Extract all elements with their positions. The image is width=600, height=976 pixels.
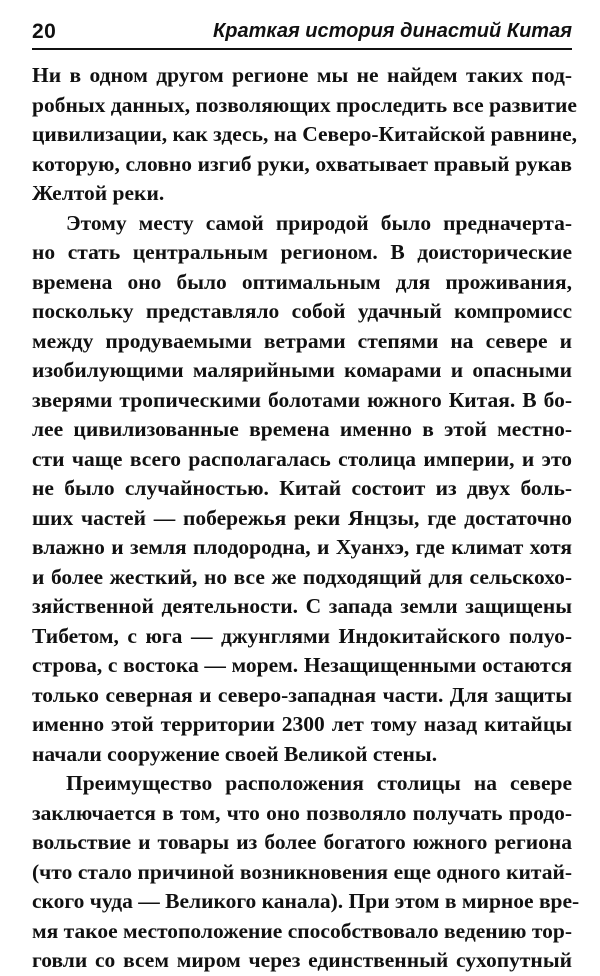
text-line: робных данных, позволяющих проследить все развитие <box>32 92 577 117</box>
text-line: говли со всем миром через единственный сухопутный <box>32 948 572 972</box>
text-line: вольствие и товары из более богатого южного региона <box>32 830 572 854</box>
text-line: поскольку представляло собой удачный компромисс <box>32 299 572 323</box>
text-line: сти чаще всего располагалась столица империи, и это <box>32 446 572 471</box>
page-header <box>32 14 572 50</box>
text-line: лее цивилизованные времена именно в этой местно- <box>32 417 572 441</box>
paragraph <box>32 61 578 209</box>
text-line: между продуваемыми ветрами степями на севере и <box>32 328 572 353</box>
text-line: не было случайностью. Китай состоит из двух боль- <box>32 476 572 500</box>
text-line: времена оно было оптимальным для проживания, <box>32 269 572 294</box>
text-line: цивилизации, как здесь, на Северо-Китайской равнине, <box>32 122 578 146</box>
text-line: заключается в том, что оно позволяло получать продо- <box>32 800 572 825</box>
text-line: Этому месту самой природой было предначерта- <box>66 210 572 235</box>
book-page <box>32 14 580 976</box>
text-line: которую, словно изгиб руки, охватывает правый рукав <box>32 151 572 176</box>
running-title: Краткая история династий Китая <box>213 20 572 42</box>
text-line: (что стало причиной возникновения еще одного китай- <box>32 859 572 884</box>
text-line: но стать центральным регионом. В доисторические <box>32 240 572 264</box>
text-line: только северная и северо-западная части. Для защиты <box>32 682 572 707</box>
text-line: Желтой реки. <box>32 181 165 205</box>
text-line: начали сооружение своей Великой стены. <box>32 741 438 766</box>
body-text <box>32 61 580 976</box>
text-line: Тибетом, с юга — джунглями Индокитайского полуо- <box>32 623 572 648</box>
text-line: мя такое местоположение способствовало ведению тор- <box>32 918 572 943</box>
text-line: зверями тропическими болотами южного Китая. В бо- <box>32 387 572 412</box>
text-line: влажно и земля плодородна, и Хуанхэ, где климат хотя <box>32 535 572 559</box>
text-line: Преимущество расположения столицы на севере <box>66 771 572 795</box>
text-line: ших частей — побережья реки Янцзы, где достаточно <box>32 505 572 530</box>
text-line: изобилующими малярийными комарами и опасными <box>32 358 572 382</box>
page-number: 20 <box>32 20 57 43</box>
text-line: ского чуда — Великого канала). При этом в мирное вре- <box>32 889 580 913</box>
text-line: строва, с востока — морем. Незащищенными остаются <box>32 653 572 677</box>
paragraph <box>32 769 580 976</box>
text-line: и более жесткий, но все же подходящий для сельскохо- <box>32 564 572 589</box>
text-line: именно этой территории 2300 лет тому назад китайцы <box>32 712 572 736</box>
text-line: зяйственной деятельности. С запада земли защищены <box>32 594 572 618</box>
text-line: Ни в одном другом регионе мы не найдем таких под- <box>32 63 572 87</box>
paragraph <box>32 209 572 770</box>
